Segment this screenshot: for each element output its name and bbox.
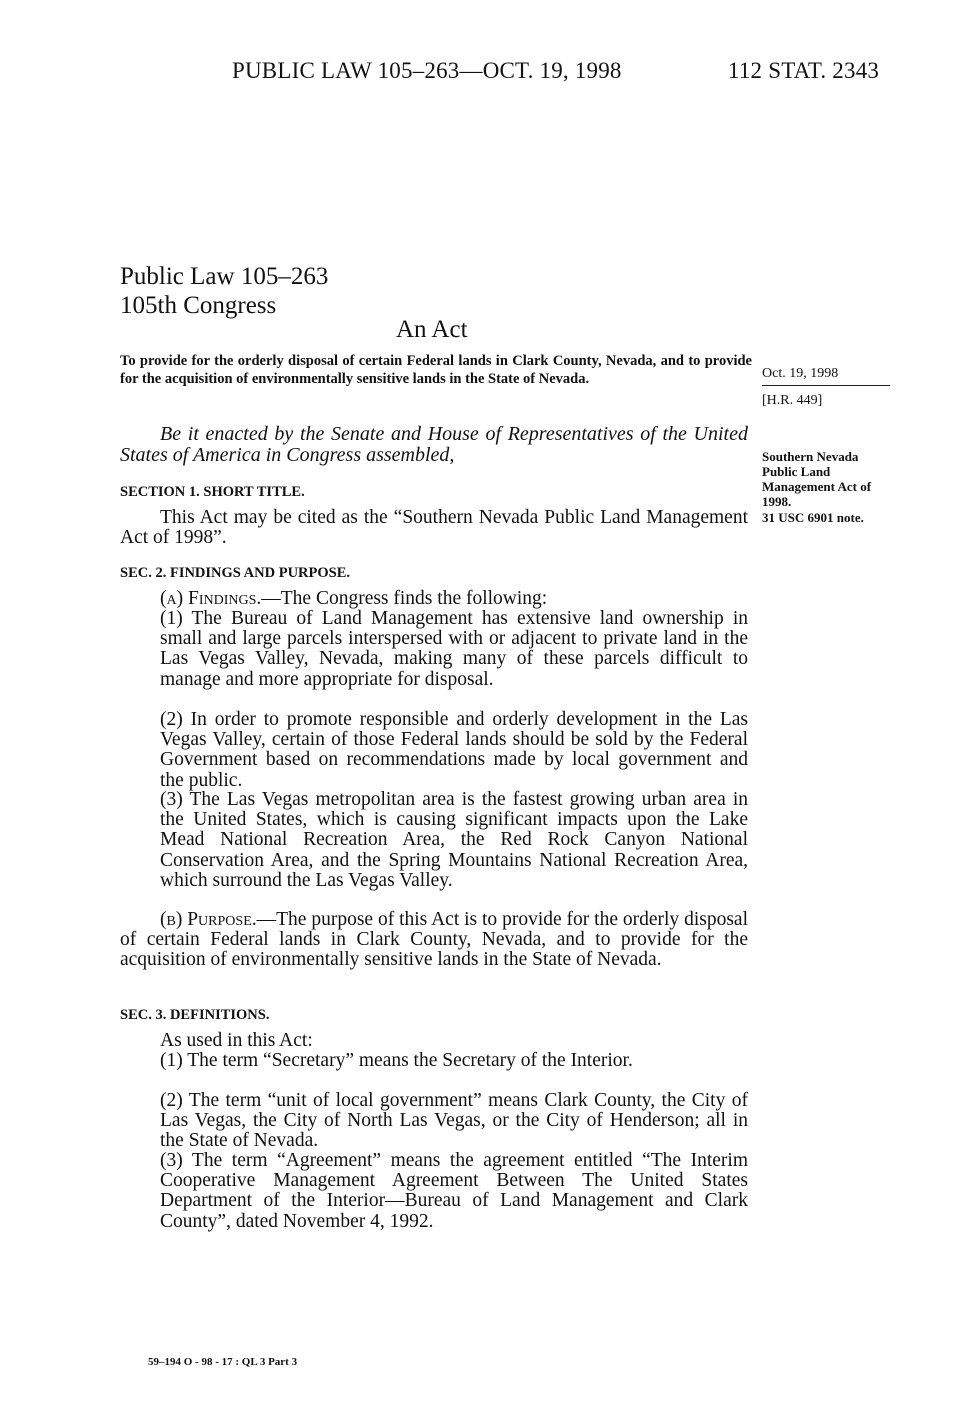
section-2-heading: SEC. 2. FINDINGS AND PURPOSE. xyxy=(120,565,351,581)
finding-3: (3) The Las Vegas metropolitan area is the fastest growing urban area in the United States, which is causing significant impacts upon the Lake Mead National Recreation Area, the Red Rock Canyon National Conservation Area, and the Spring Mountains National Recreation Area, which surround the Las Vegas Valley. xyxy=(160,789,748,891)
margin-short-title-note: Southern Nevada Public Land Management Act of 1998. xyxy=(762,449,872,509)
finding-1: (1) The Bureau of Land Management has extensive land ownership in small and large parcels interspersed with or adjacent to private land in the Las Vegas Valley, Nevada, making many of these parcels difficult to manage and more appropriate for disposal. xyxy=(160,608,748,690)
long-title: To provide for the orderly disposal of certain Federal lands in Clark County, Nevada, and to provide for the acquisition of environmentally sensitive lands in the State of Nevada. xyxy=(120,353,752,387)
running-head-left: PUBLIC LAW 105–263—OCT. 19, 1998 xyxy=(232,58,622,83)
running-head-right: 112 STAT. 2343 xyxy=(728,58,880,83)
congress-number: 105th Congress xyxy=(120,292,277,319)
definition-3: (3) The term “Agreement” means the agreement entitled “The Interim Cooperative Management Agreement Between The United States Department of the Interior—Bureau of Land Management and Clark County”, dated November 4, 1992. xyxy=(160,1150,748,1232)
section-1-heading: SECTION 1. SHORT TITLE. xyxy=(120,484,305,500)
section-1-text: This Act may be cited as the “Southern Nevada Public Land Management Act of 1998”. xyxy=(120,507,748,549)
findings-intro-text: —The Congress finds the following: xyxy=(261,588,548,609)
margin-date: Oct. 19, 1998 xyxy=(762,366,890,386)
section-3-heading: SEC. 3. DEFINITIONS. xyxy=(120,1007,270,1023)
purpose-paragraph xyxy=(120,910,748,971)
margin-bill-number: [H.R. 449] xyxy=(762,393,823,408)
enacting-clause: Be it enacted by the Senate and House of Representatives of the United States of America in Congress assembled, xyxy=(120,423,748,466)
finding-2: (2) In order to promote responsible and orderly development in the Las Vegas Valley, certain of those Federal lands should be sold by the Federal Government based on recommendations made by local government and the public. xyxy=(160,709,748,791)
findings-label: (a) Findings. xyxy=(160,588,262,609)
page-footer: 59–194 O - 98 - 17 : QL 3 Part 3 xyxy=(148,1356,298,1368)
definitions-intro: As used in this Act: xyxy=(160,1030,313,1051)
definition-2: (2) The term “unit of local government” means Clark County, the City of Las Vegas, the City of North Las Vegas, or the City of Henderson; all in the State of Nevada. xyxy=(160,1090,748,1152)
findings-intro xyxy=(160,589,748,609)
purpose-label: (b) Purpose. xyxy=(160,909,257,930)
law-number: Public Law 105–263 xyxy=(120,263,329,290)
purpose-text: —The purpose of this Act is to provide for the orderly disposal of certain Federal lands in Clark County, Nevada, and to provide for the acquisition of environmentally sensitive lands in the State of Nevada. xyxy=(120,909,748,971)
definition-1: (1) The term “Secretary” means the Secretary of the Interior. xyxy=(160,1050,633,1071)
margin-usc-note: 31 USC 6901 note. xyxy=(762,510,864,525)
an-act-heading: An Act xyxy=(396,316,468,343)
